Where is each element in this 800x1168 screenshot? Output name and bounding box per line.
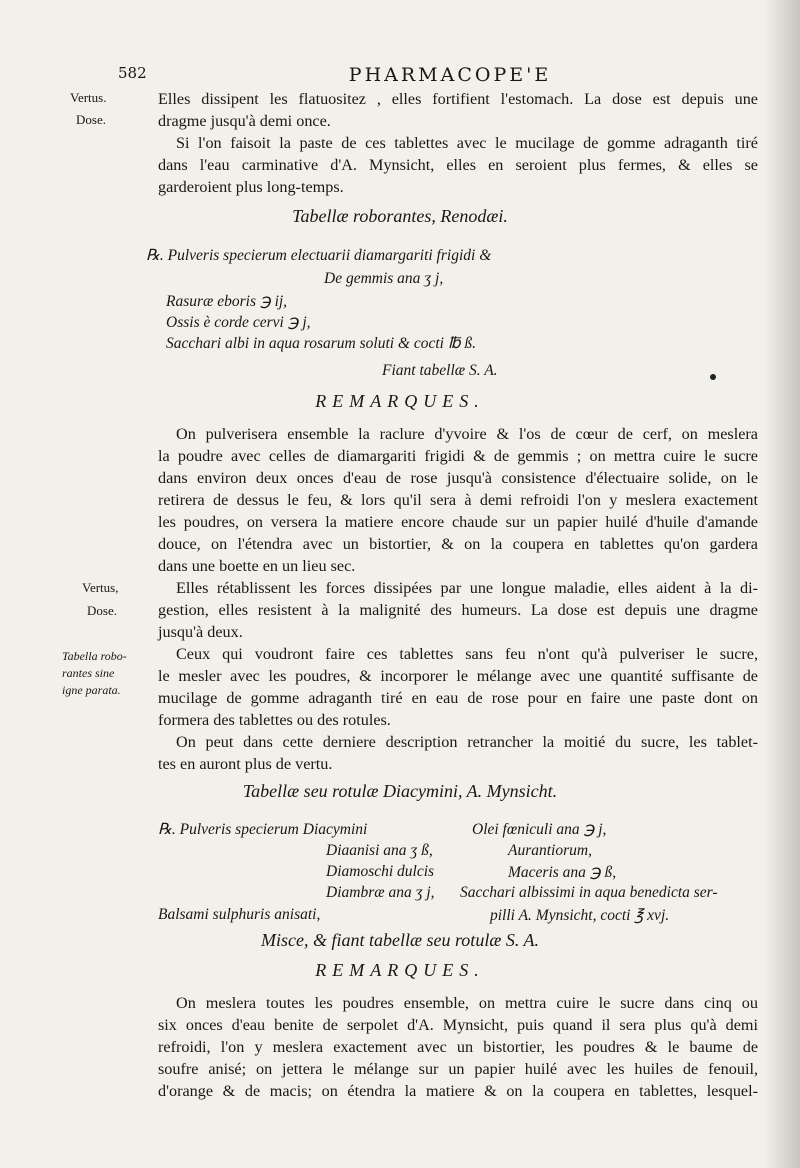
recipe-line: De gemmis ana ʒ j, [324,270,444,287]
recipe-line: Rasuræ eboris ℈ ij, [166,293,288,310]
text-line: la poudre avec celles de diamargariti frigidi & de gemmis ; on mettra cuire le sucre [158,447,758,465]
recipe-line: Diamoschi dulcis [326,863,435,880]
recipe-line: Balsami sulphuris anisati, [158,906,321,923]
margin-dose-2: Dose. [87,603,117,618]
margin-vertus-1: Vertus. [70,90,107,105]
recipe-line: Fiant tabellæ S. A. [382,362,498,379]
recipe-line: Aurantiorum, [508,842,592,859]
running-title: PHARMACOPE'E [348,64,552,86]
recipe-line: ℞. Pulveris specierum Diacymini [158,821,368,838]
text-line: garderoient plus long-temps. [158,178,344,196]
text-line: dans une boette en un lieu sec. [158,557,356,575]
recipe-title: Tabellæ roborantes, Renodæi. [292,206,508,226]
page-number: 582 [118,64,147,82]
remarques-heading: REMARQUES. [315,960,485,980]
recipe-title: Tabellæ seu rotulæ Diacymini, A. Mynsicht. [242,781,558,801]
recipe-line: Diaanisi ana ʒ ß, [326,842,433,859]
text-line: Elles dissipent les flatuositez , elles fortifient l'estomach. La dose est depuis une [158,90,758,108]
text-line: dragme jusqu'à demi once. [158,112,331,130]
text-line: le mesler avec les poudres, & incorporer le mélange avec une quantité suffisante de [158,667,758,685]
page-header [0,64,800,88]
margin-dose-1: Dose. [76,112,106,127]
text-line: soufre anisé; on jettera le mélange sur un papier huilé avec les huiles de fenouil, [158,1060,758,1078]
recipe-line: Diambræ ana ʒ j, [326,884,435,901]
text-line: les poudres, on versera la matiere encore chaude sur un papier huilé d'huile d'amande [158,513,758,531]
text-line: dans environ deux onces d'eau de rose jusqu'à consistence d'électuaire solide, on le [158,469,758,487]
recipe-line: Maceris ana ℈ ß, [508,864,617,881]
text-line: jusqu'à deux. [158,623,243,641]
text-line: douce, on l'étendra avec un bistortier, & on la coupera en tablettes qu'on gardera [158,535,758,553]
text-line: On peut dans cette derniere description retrancher la moitié du sucre, les tablet- [176,733,758,751]
text-line: gestion, elles resistent à la malignité des humeurs. La dose est depuis une dragme [158,601,758,619]
recipe-line: pilli A. Mynsicht, cocti ℥ xvj. [490,907,670,924]
recipe-closing: Misce, & fiant tabellæ seu rotulæ S. A. [261,930,539,950]
text-line: On pulverisera ensemble la raclure d'yvoire & l'os de cœur de cerf, on meslera [176,425,758,443]
recipe-line: Olei fœniculi ana ℈ j, [472,821,607,838]
text-line: six onces d'eau benite de serpolet d'A. Mynsicht, puis quand il sera plus qu'à demi [158,1016,758,1034]
remarques-heading: REMARQUES. [315,391,485,411]
margin-note-line-1: Tabella robo- [62,649,127,663]
text-line: Si l'on faisoit la paste de ces tablettes avec le mucilage de gomme adraganth tiré [176,134,758,152]
page-edge-shadow [764,0,800,1168]
text-line: d'orange & de macis; on étendra la matiere & on la coupera en tablettes, lesquel- [158,1082,758,1100]
text-line: retirera de dessus le feu, & lors qu'il sera à demi refroidi l'on y meslera exactement [158,491,758,509]
margin-note-line-3: igne parata. [62,683,121,697]
recipe-line: Ossis è corde cervi ℈ j, [166,314,311,331]
text-line: Ceux qui voudront faire ces tablettes sans feu n'ont qu'à pulveriser le sucre, [176,645,758,663]
recipe-line: ℞. Pulveris specierum electuarii diamargariti frigidi & [146,247,492,264]
text-line: Elles rétablissent les forces dissipées par une longue maladie, elles aident à la di- [176,579,758,597]
text-line: formera des tablettes ou des rotules. [158,711,391,729]
margin-note-line-2: rantes sine [62,666,115,680]
recipe-line: Sacchari albi in aqua rosarum soluti & cocti ℔ ß. [166,335,477,352]
text-line: dans l'eau carminative d'A. Mynsicht, elles en seroient plus fermes, & elles se [158,156,758,174]
ink-speck [710,374,716,380]
text-line: mucilage de gomme adraganth tiré en eau de rose pour en faire une paste dont on [158,689,758,707]
text-line: tes en auront plus de vertu. [158,755,333,773]
margin-vertus-2: Vertus, [82,580,119,595]
text-line: On meslera toutes les poudres ensemble, on mettra cuire le sucre dans cinq ou [176,994,758,1012]
text-line: refroidi, l'on y meslera exactement avec un bistortier, les poudres & le baume de [158,1038,758,1056]
recipe-line: Sacchari albissimi in aqua benedicta ser- [460,884,718,901]
